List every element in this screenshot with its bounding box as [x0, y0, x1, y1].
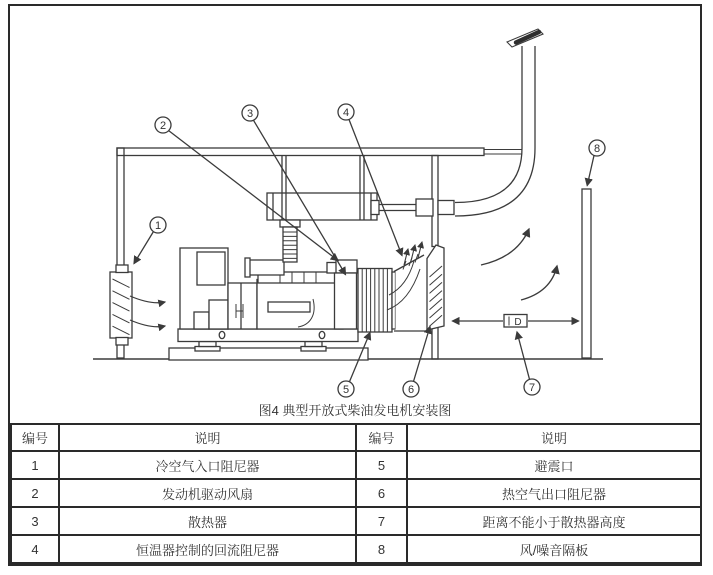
table-row — [11, 535, 701, 563]
header-number-right: 编号 — [356, 424, 407, 451]
table-row — [11, 507, 701, 535]
cell-number: 2 — [11, 479, 59, 507]
svg-text:7: 7 — [528, 381, 536, 394]
cell-description: 散热器 — [59, 507, 356, 535]
svg-text:5: 5 — [342, 383, 350, 396]
cell-number: 4 — [11, 535, 59, 563]
callout-5 — [338, 333, 370, 398]
cell-number: 1 — [11, 451, 59, 479]
installation-diagram — [10, 6, 700, 401]
svg-text:3: 3 — [246, 107, 254, 120]
radiator-top-tank — [336, 260, 357, 273]
legend-table — [10, 423, 702, 564]
legend-header-row — [11, 424, 701, 451]
figure-box — [8, 4, 702, 566]
dimension-label: D — [514, 316, 522, 328]
cell-number: 5 — [356, 451, 407, 479]
table-row — [11, 451, 701, 479]
header-description-left: 说明 — [59, 424, 356, 451]
radiator-core — [335, 273, 357, 329]
table-row — [11, 479, 701, 507]
exhaust-elbow-inner — [455, 148, 522, 203]
cell-description: 热空气出口阻尼器 — [407, 479, 701, 507]
inlet-damper-drawing — [110, 265, 165, 345]
engine-exhaust-elbow — [249, 260, 284, 275]
cell-description: 距离不能小于散热器高度 — [407, 507, 701, 535]
callout-6 — [403, 327, 430, 398]
noise-baffle-drawing — [582, 189, 591, 358]
roof-line — [117, 148, 484, 156]
callout-8 — [587, 140, 605, 186]
exhaust-elbow-outer — [455, 148, 535, 216]
genset-drawing — [169, 248, 368, 360]
bellows-drawing — [358, 269, 396, 333]
callout-7 — [517, 332, 540, 395]
svg-text:8: 8 — [593, 142, 601, 155]
cell-number: 3 — [11, 507, 59, 535]
callout-2 — [155, 117, 338, 261]
outlet-air-arrows — [481, 229, 557, 300]
cell-number: 7 — [356, 507, 407, 535]
figure-caption: 图4 典型开放式柴油发电机安装图 — [258, 403, 452, 418]
callout-1 — [134, 217, 166, 264]
callout-4 — [338, 104, 402, 256]
cell-description: 避震口 — [407, 451, 701, 479]
engine-block — [257, 280, 343, 330]
rain-cap — [507, 29, 543, 47]
svg-text:4: 4 — [342, 106, 350, 119]
svg-text:1: 1 — [154, 219, 162, 232]
inlet-air-arrows — [130, 296, 165, 327]
outlet-damper-drawing — [427, 245, 444, 330]
right-wall-lower — [432, 326, 438, 359]
header-number-left: 编号 — [11, 424, 59, 451]
header-description-right: 说明 — [407, 424, 701, 451]
diagram-area — [10, 6, 700, 401]
svg-text:6: 6 — [407, 383, 415, 396]
cell-description: 风/噪音隔板 — [407, 535, 701, 563]
cell-number: 6 — [356, 479, 407, 507]
cell-description: 恒温器控制的回流阻尼器 — [59, 535, 356, 563]
base-skid — [178, 329, 358, 342]
svg-text:2: 2 — [159, 119, 167, 132]
cell-number: 8 — [356, 535, 407, 563]
cell-description: 冷空气入口阻尼器 — [59, 451, 356, 479]
cell-description: 发动机驱动风扇 — [59, 479, 356, 507]
exhaust-system-drawing — [267, 29, 543, 262]
distance-dimension — [453, 315, 579, 328]
